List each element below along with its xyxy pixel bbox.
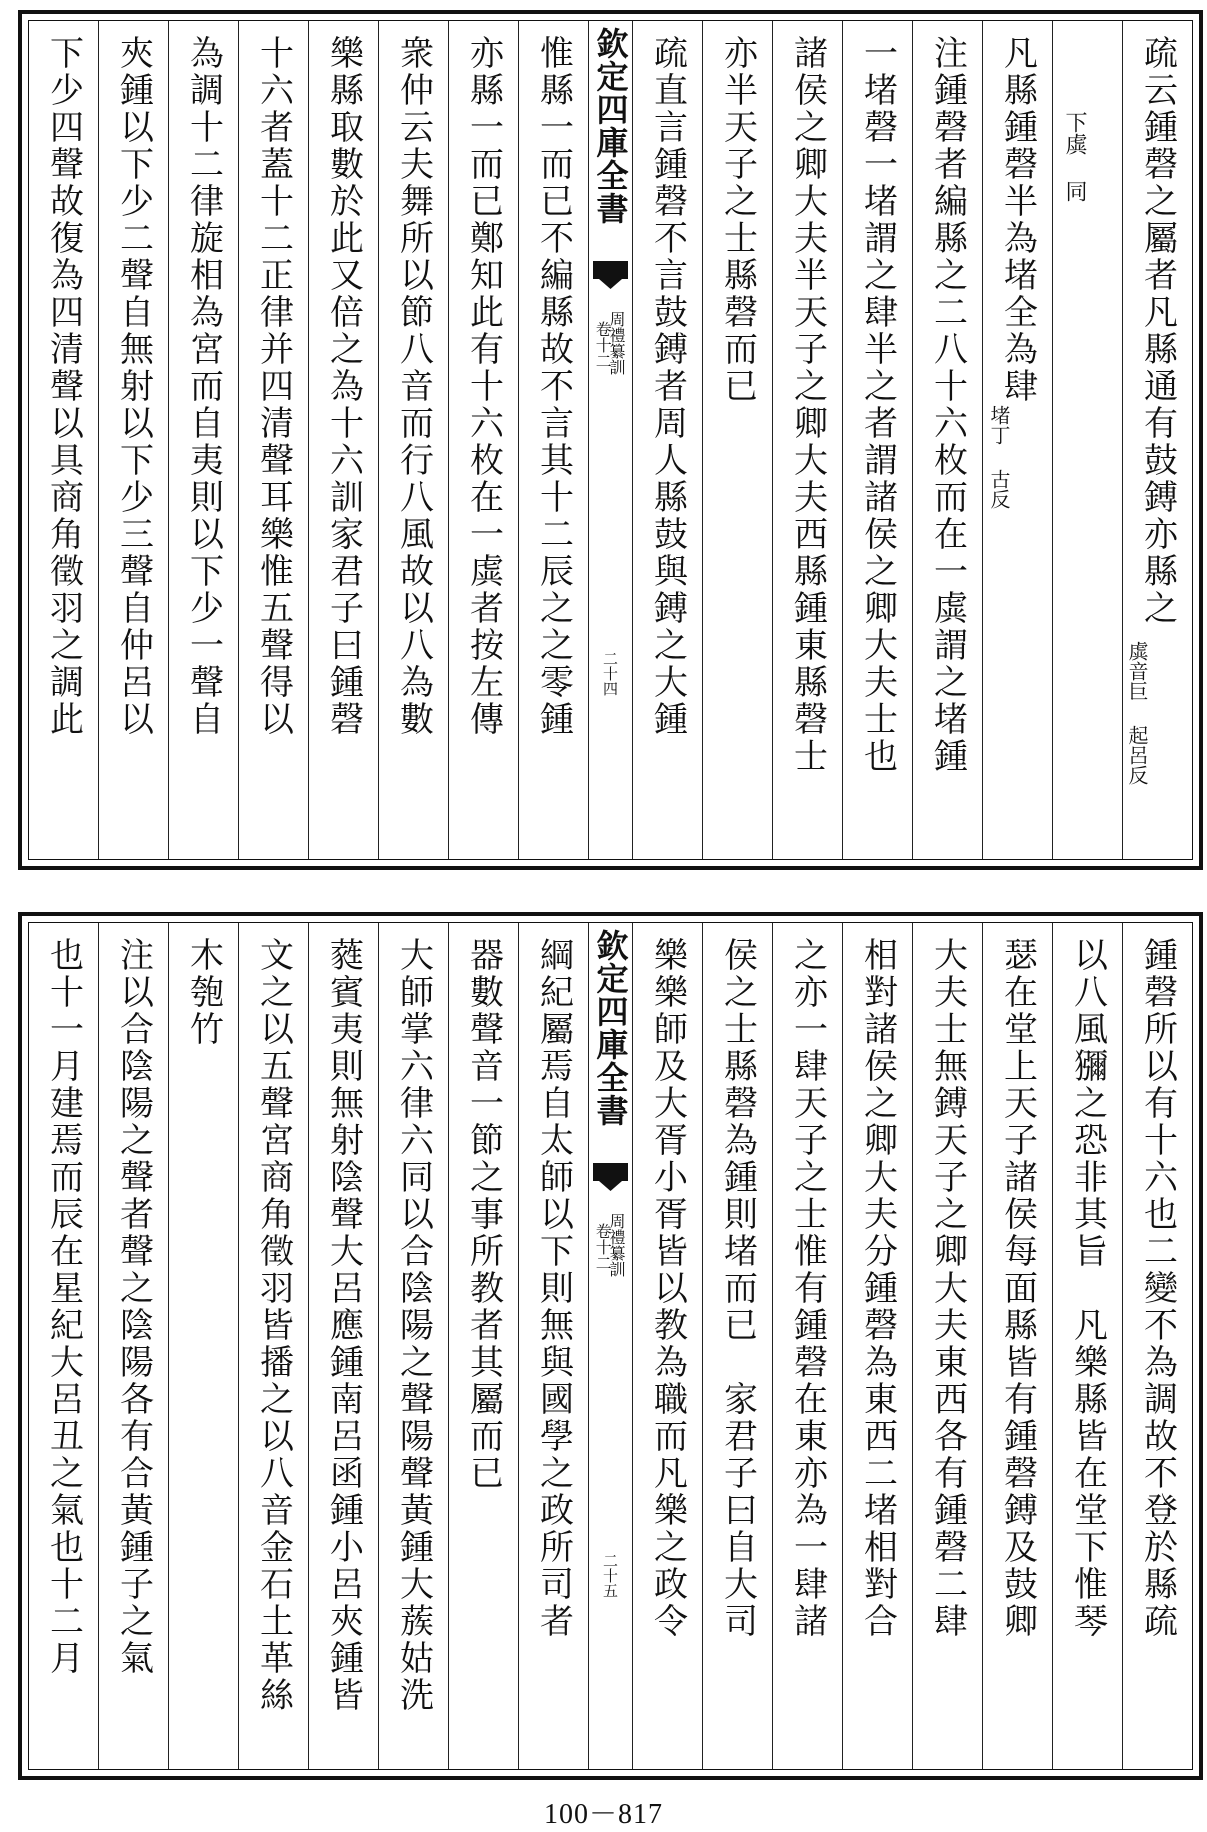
bottom-column: [703, 923, 773, 1769]
top-annotation: 堵丁 古反: [987, 405, 1011, 509]
top-column: [99, 21, 169, 859]
top-fish-tail-mark: [593, 261, 628, 279]
bottom-column: [983, 923, 1053, 1769]
top-book-title: 周禮纂訓: [607, 311, 627, 375]
bottom-column-text: 之亦一肆天子之士惟有鍾磬在東亦為一肆諸: [787, 937, 828, 1640]
top-page: [18, 10, 1203, 870]
bottom-volume: 卷十二: [593, 1223, 613, 1271]
top-column-text: 樂縣取數於此又倍之為十六訓家君子曰鍾磬: [323, 35, 364, 738]
bottom-column-text: 注以合陰陽之聲者聲之陰陽各有合黃鍾子之氣: [113, 937, 154, 1677]
bottom-column: [449, 923, 519, 1769]
top-column-text: 衆仲云夫舞所以節八音而行八風故以八為數: [393, 35, 434, 738]
top-column: [1123, 21, 1192, 859]
top-column: [633, 21, 703, 859]
top-column-text: 亦半天子之士縣磬而已: [717, 35, 758, 405]
bottom-column: [633, 923, 703, 1769]
bottom-center-block: [589, 923, 633, 1769]
bottom-column-text: 鍾磬所以有十六也二變不為調故不登於縣疏: [1137, 937, 1178, 1640]
bottom-column-text: 器數聲音一節之事所教者其屬而已: [463, 937, 504, 1492]
bottom-column: [773, 923, 843, 1769]
top-column: [169, 21, 239, 859]
bottom-column-text: 文之以五聲宮商角徵羽皆播之以八音金石土革絲: [253, 937, 294, 1714]
top-column-text: 夾鍾以下少二聲自無射以下少三聲自仲呂以: [113, 35, 154, 738]
bottom-column-text: 以八風獼之恐非其旨 凡樂縣皆在堂下惟琴: [1067, 937, 1108, 1640]
top-column-text: 亦縣一而已鄭知此有十六枚在一虡者按左傳: [463, 35, 504, 738]
folio-number: 100－817: [543, 1799, 663, 1830]
bottom-column: [913, 923, 983, 1769]
bottom-column-text: 蕤賓夷則無射陰聲大呂應鍾南呂函鍾小呂夾鍾皆: [323, 937, 364, 1714]
bottom-column: [239, 923, 309, 1769]
top-column-text: 疏直言鍾磬不言鼓鎛者周人縣鼓與鎛之大鍾: [647, 35, 688, 738]
top-annotation: 下虡 同: [1062, 111, 1087, 202]
top-column-text: 十六者蓋十二正律并四清聲耳樂惟五聲得以: [253, 35, 294, 738]
top-column-text: 下少四聲故復為四清聲以具商角徵羽之調此: [43, 35, 84, 738]
bottom-column-text: 大夫士無鎛天子之卿大夫東西各有鍾磬二肆: [927, 937, 968, 1640]
bottom-column-text: 樂樂師及大胥小胥皆以教為職而凡樂之政令: [647, 937, 688, 1640]
bottom-column: [379, 923, 449, 1769]
top-column: [1053, 21, 1123, 859]
top-column: [843, 21, 913, 859]
top-column: [773, 21, 843, 859]
top-columns: [29, 21, 1192, 859]
bottom-column-text: 大師掌六律六同以合陰陽之聲陽聲黃鍾大蔟姑洗: [393, 937, 434, 1714]
top-column-text: 惟縣一而已不編縣故不言其十二辰之之零鍾: [533, 35, 574, 738]
bottom-column-text: 木匏竹: [183, 937, 224, 1048]
bottom-column: [843, 923, 913, 1769]
top-annotation: 虡音巨 起呂反: [1125, 641, 1149, 785]
bottom-book-title: 周禮纂訓: [607, 1213, 627, 1277]
bottom-column-text: 侯之士縣磬為鍾則堵而已 家君子曰自大司: [717, 937, 758, 1640]
bottom-column: [1053, 923, 1123, 1769]
top-column-text: 注鍾磬者編縣之二八十六枚而在一虡謂之堵鍾: [927, 35, 968, 775]
top-center-block: [589, 21, 633, 859]
top-column: [519, 21, 589, 859]
top-column: [29, 21, 99, 859]
top-page-frame: [28, 20, 1193, 860]
bottom-page-number: 二十五: [601, 1553, 619, 1598]
top-column-text: 凡縣鍾磬半為堵全為肆: [997, 35, 1038, 405]
bottom-fish-tail-mark: [593, 1163, 628, 1181]
top-page-number: 二十四: [601, 651, 619, 696]
top-column-text: 為調十二律旋相為宮而自夷則以下少一聲自: [183, 35, 224, 738]
bottom-columns: [29, 923, 1192, 1769]
top-header-title: 欽定四庫全書: [591, 27, 630, 225]
top-column: [239, 21, 309, 859]
bottom-header-title: 欽定四庫全書: [591, 929, 630, 1127]
top-column: [449, 21, 519, 859]
bottom-page: [18, 912, 1203, 1780]
top-column-text: 一堵磬一堵謂之肆半之者謂諸侯之卿大夫士也: [857, 35, 898, 775]
bottom-column: [99, 923, 169, 1769]
bottom-page-frame: [28, 922, 1193, 1770]
bottom-column: [29, 923, 99, 1769]
bottom-column-text: 綱紀屬焉自太師以下則無與國學之政所司者: [533, 937, 574, 1640]
top-column-text: 疏云鍾磬之屬者凡縣通有鼓鎛亦縣之: [1137, 35, 1178, 627]
top-column: [703, 21, 773, 859]
bottom-column-text: 瑟在堂上天子諸侯每面縣皆有鍾磬鎛及鼓卿: [997, 937, 1038, 1640]
bottom-column: [309, 923, 379, 1769]
top-column: [983, 21, 1053, 859]
top-column: [379, 21, 449, 859]
bottom-column-text: 也十一月建焉而辰在星紀大呂丑之氣也十二月: [43, 937, 84, 1677]
top-column-text: 諸侯之卿大夫半天子之卿大夫西縣鍾東縣磬士: [787, 35, 828, 775]
bottom-column: [1123, 923, 1192, 1769]
top-column: [913, 21, 983, 859]
bottom-column-text: 相對諸侯之卿大夫分鍾磬為東西二堵相對合: [857, 937, 898, 1640]
bottom-column: [519, 923, 589, 1769]
top-column: [309, 21, 379, 859]
bottom-column: [169, 923, 239, 1769]
top-volume: 卷十二: [593, 321, 613, 369]
